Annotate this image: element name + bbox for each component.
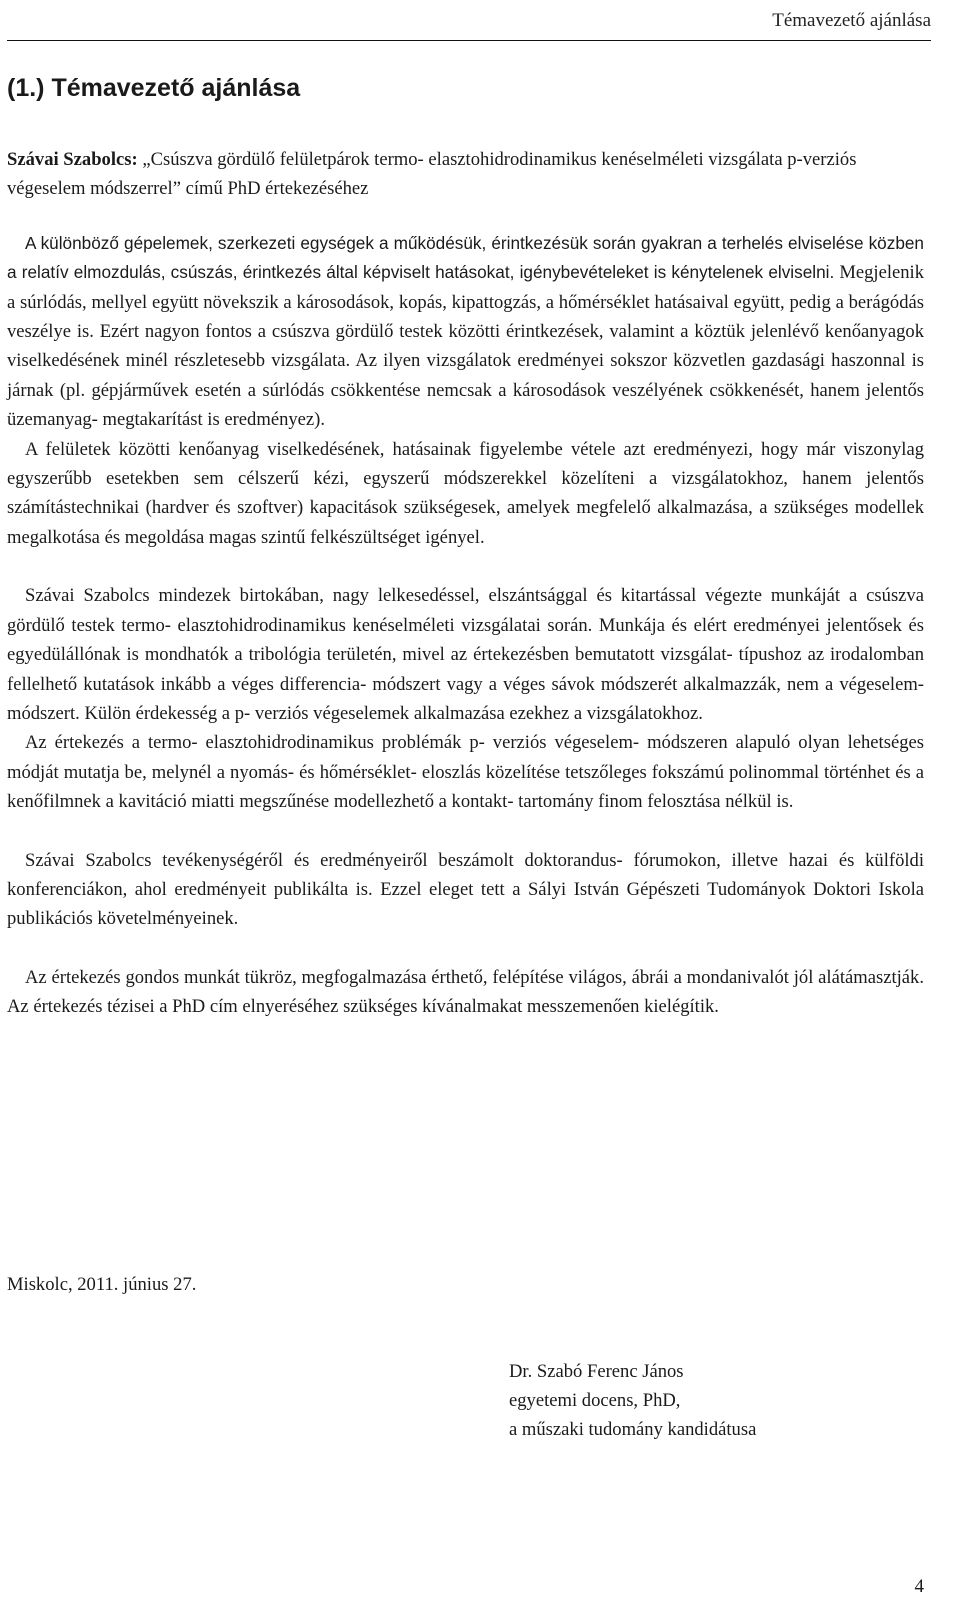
paragraph-3: Szávai Szabolcs mindezek birtokában, nagy lelkesedéssel, elszántsággal és kitartással végezte munkáját a csúszva gördülő testek termo- elasztohidrodinamikus kenéselméleti vizsgálatai során. Munkája és elért eredményei jelentősek és egyedülállónak is mondhatók a tribológia területén, mivel az értekezésben bemutatott vizsgálat- típushoz az irodalomban fellelhető kutatások inkább a véges differencia- módszert vagy a véges sávok módszerét alkalmazzák, nem a végeselem- módszert. Külön érdekesség a p- verziós végeselemek alkalmazása ezekhez a vizsgálatokhoz. [7, 585, 924, 724]
signature-degree: a műszaki tudomány kandidátusa [509, 1419, 757, 1440]
page-number: 4 [914, 1576, 924, 1597]
paragraph-1-sans-part: A különböző gépelemek, szerkezeti egységek a működésük, érintkezésük során gyakran a terhelés elviselése közben a relatív elmozdulás, csúszás, érintkezés által képviselt hatásokat, igénybevételeket is kénytelenek elviselni. [7, 232, 924, 283]
signature-block [509, 1357, 756, 1444]
signature-title: egyetemi docens, PhD, [509, 1390, 681, 1411]
running-header: Témavezető ajánlása [772, 10, 931, 31]
place-and-date: Miskolc, 2011. június 27. [7, 1274, 197, 1295]
body-text [7, 145, 924, 1022]
dissertation-subject [7, 145, 924, 204]
paragraph-4: Az értekezés a termo- elasztohidrodinamikus problémák p- verziós végeselem- módszeren alapuló olyan lehetséges módját mutatja be, melynél a nyomás- és hőmérséklet- eloszlás közelítése tetszőleges fokszámú polinommal történhet és a kenőfilmnek a kavitáció miatti megszűnése modellezhető a kontakt- tartomány finom felosztása nélkül is. [7, 732, 924, 813]
section-heading: (1.) Témavezető ajánlása [7, 74, 301, 102]
signature-name: Dr. Szabó Ferenc János [509, 1361, 684, 1382]
paragraph-6: Az értekezés gondos munkát tükröz, megfogalmazása érthető, felépítése világos, ábrái a mondanivalót jól alátámasztják. Az értekezés tézisei a PhD cím elnyeréséhez szükséges kívánalmakat messzemenően kielégítik. [7, 966, 924, 1018]
paragraph-1 [7, 229, 924, 435]
paragraph-5: Szávai Szabolcs tevékenységéről és eredményeiről beszámolt doktorandus- fórumokon, illetve hazai és külföldi konferenciákon, ahol eredményeit publikálta is. Ezzel eleget tett a Sályi István Gépészeti Tudományok Doktori Iskola publikációs követelményeinek. [7, 849, 924, 930]
author-name: Szávai Szabolcs: [7, 149, 138, 170]
paragraph-2: A felületek közötti kenőanyag viselkedésének, hatásainak figyelembe vétele azt eredményezi, hogy már viszonylag egyszerűbb esetekben sem célszerű kézi, egyszerű módszerekkel közelíteni a vizsgálatokhoz, hanem jelentős számítástechnikai (hardver és szoftver) kapacitások szükségesek, amelyek megfelelő alkalmazása, a szükséges modellek megalkotása és megoldása magas szintű felkészültséget igényel. [7, 438, 924, 548]
paragraph-1-serif-part: Megjelenik a súrlódás, mellyel együtt növekszik a károsodások, kopás, kipattogzás, a hőmérséklet hatásaival együtt, pedig a berágódás veszélye is. Ezért nagyon fontos a csúszva gördülő testek közötti érintkezések, valamint a köztük jelenlévő kenőanyagok viselkedésének minél részletesebb vizsgálata. Az ilyen vizsgálatok eredményei sokszor közvetlen gazdasági haszonnal is járnak (pl. gépjárművek esetén a súrlódás csökkentése nemcsak a károsodások veszélyének csökkenését, hanem jelentős üzemanyag- megtakarítást is eredményez). [7, 262, 925, 431]
dissertation-title: „Csúszva gördülő felületpárok termo- elasztohidrodinamikus kenéselméleti vizsgálata p-verziós végeselem módszerrel” című PhD értekezéséhez [7, 149, 857, 200]
header-rule [7, 40, 931, 41]
